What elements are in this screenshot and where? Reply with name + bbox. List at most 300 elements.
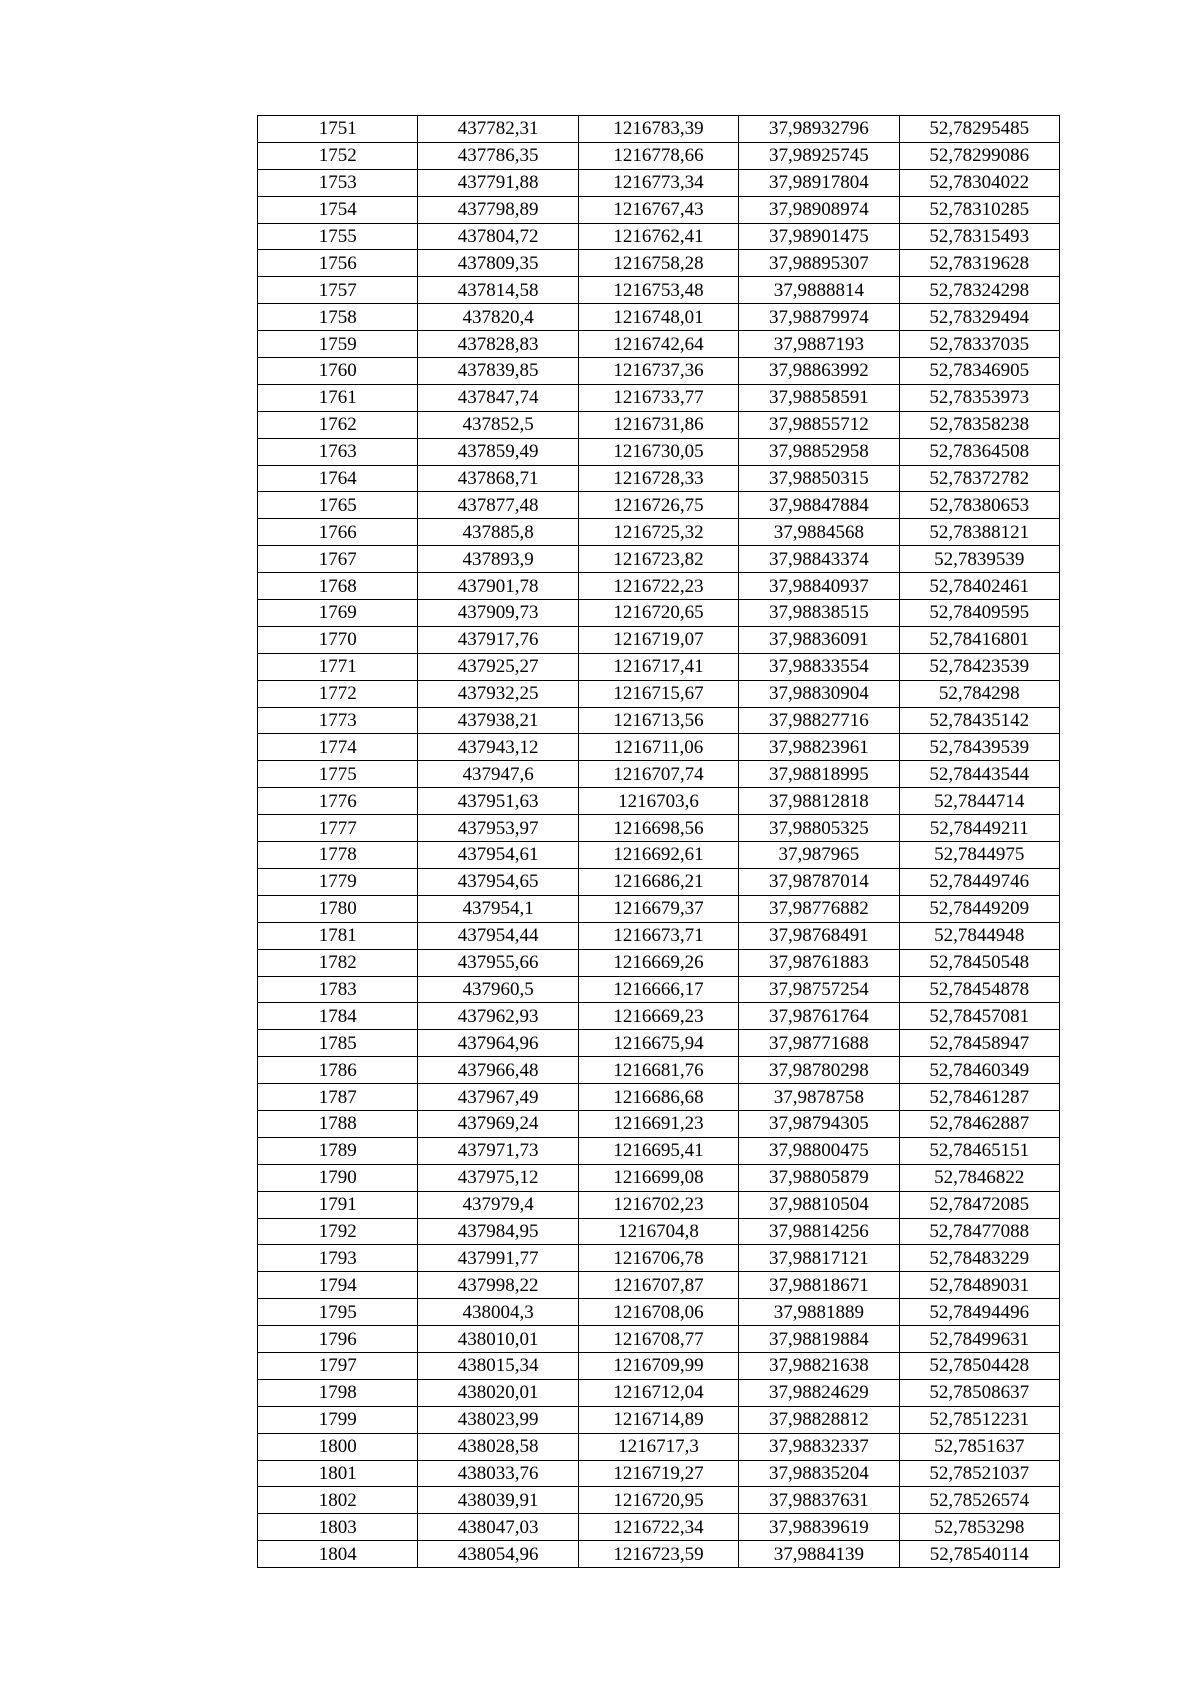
table-row xyxy=(258,895,1060,922)
table-row xyxy=(258,1030,1060,1057)
longitude-cell: 37,98818671 xyxy=(739,1272,899,1299)
latitude-cell: 52,78380653 xyxy=(899,492,1059,519)
longitude-cell: 37,98840937 xyxy=(739,573,899,600)
latitude-cell: 52,78329494 xyxy=(899,304,1059,331)
table-row xyxy=(258,842,1060,869)
longitude-cell: 37,9878758 xyxy=(739,1084,899,1111)
point-number-cell: 1801 xyxy=(258,1460,418,1487)
longitude-cell: 37,98843374 xyxy=(739,546,899,573)
latitude-cell: 52,78358238 xyxy=(899,411,1059,438)
point-number-cell: 1798 xyxy=(258,1379,418,1406)
point-number-cell: 1755 xyxy=(258,223,418,250)
point-number-cell: 1763 xyxy=(258,438,418,465)
latitude-cell: 52,78449746 xyxy=(899,868,1059,895)
longitude-cell: 37,98810504 xyxy=(739,1191,899,1218)
y-coordinate-cell: 1216726,75 xyxy=(578,492,738,519)
table-body xyxy=(258,116,1060,1568)
x-coordinate-cell: 437804,72 xyxy=(418,223,578,250)
x-coordinate-cell: 437917,76 xyxy=(418,626,578,653)
table-row xyxy=(258,304,1060,331)
table-row xyxy=(258,815,1060,842)
y-coordinate-cell: 1216723,82 xyxy=(578,546,738,573)
longitude-cell: 37,9888814 xyxy=(739,277,899,304)
table-row xyxy=(258,788,1060,815)
y-coordinate-cell: 1216707,87 xyxy=(578,1272,738,1299)
point-number-cell: 1758 xyxy=(258,304,418,331)
point-number-cell: 1794 xyxy=(258,1272,418,1299)
point-number-cell: 1762 xyxy=(258,411,418,438)
table-row xyxy=(258,1084,1060,1111)
x-coordinate-cell: 437791,88 xyxy=(418,169,578,196)
latitude-cell: 52,78346905 xyxy=(899,358,1059,385)
y-coordinate-cell: 1216725,32 xyxy=(578,519,738,546)
latitude-cell: 52,7853298 xyxy=(899,1514,1059,1541)
y-coordinate-cell: 1216722,34 xyxy=(578,1514,738,1541)
y-coordinate-cell: 1216720,65 xyxy=(578,600,738,627)
latitude-cell: 52,78449211 xyxy=(899,815,1059,842)
point-number-cell: 1765 xyxy=(258,492,418,519)
x-coordinate-cell: 437954,44 xyxy=(418,922,578,949)
latitude-cell: 52,7839539 xyxy=(899,546,1059,573)
x-coordinate-cell: 438004,3 xyxy=(418,1299,578,1326)
latitude-cell: 52,7844975 xyxy=(899,842,1059,869)
y-coordinate-cell: 1216730,05 xyxy=(578,438,738,465)
latitude-cell: 52,78472085 xyxy=(899,1191,1059,1218)
longitude-cell: 37,98925745 xyxy=(739,142,899,169)
latitude-cell: 52,78388121 xyxy=(899,519,1059,546)
latitude-cell: 52,7851637 xyxy=(899,1433,1059,1460)
point-number-cell: 1784 xyxy=(258,1003,418,1030)
table-row xyxy=(258,600,1060,627)
y-coordinate-cell: 1216719,07 xyxy=(578,626,738,653)
x-coordinate-cell: 437954,65 xyxy=(418,868,578,895)
table-row xyxy=(258,331,1060,358)
latitude-cell: 52,78512231 xyxy=(899,1406,1059,1433)
point-number-cell: 1792 xyxy=(258,1218,418,1245)
longitude-cell: 37,9887193 xyxy=(739,331,899,358)
x-coordinate-cell: 437814,58 xyxy=(418,277,578,304)
longitude-cell: 37,98863992 xyxy=(739,358,899,385)
y-coordinate-cell: 1216669,23 xyxy=(578,1003,738,1030)
point-number-cell: 1803 xyxy=(258,1514,418,1541)
x-coordinate-cell: 437962,93 xyxy=(418,1003,578,1030)
table-row xyxy=(258,1352,1060,1379)
point-number-cell: 1773 xyxy=(258,707,418,734)
y-coordinate-cell: 1216698,56 xyxy=(578,815,738,842)
point-number-cell: 1787 xyxy=(258,1084,418,1111)
x-coordinate-cell: 437998,22 xyxy=(418,1272,578,1299)
point-number-cell: 1799 xyxy=(258,1406,418,1433)
latitude-cell: 52,78324298 xyxy=(899,277,1059,304)
latitude-cell: 52,78364508 xyxy=(899,438,1059,465)
y-coordinate-cell: 1216695,41 xyxy=(578,1137,738,1164)
x-coordinate-cell: 437868,71 xyxy=(418,465,578,492)
table-row xyxy=(258,1379,1060,1406)
x-coordinate-cell: 437852,5 xyxy=(418,411,578,438)
table-row xyxy=(258,680,1060,707)
y-coordinate-cell: 1216773,34 xyxy=(578,169,738,196)
table-row xyxy=(258,1541,1060,1568)
point-number-cell: 1774 xyxy=(258,734,418,761)
latitude-cell: 52,78477088 xyxy=(899,1218,1059,1245)
y-coordinate-cell: 1216762,41 xyxy=(578,223,738,250)
y-coordinate-cell: 1216733,77 xyxy=(578,384,738,411)
x-coordinate-cell: 437885,8 xyxy=(418,519,578,546)
y-coordinate-cell: 1216703,6 xyxy=(578,788,738,815)
latitude-cell: 52,7844714 xyxy=(899,788,1059,815)
point-number-cell: 1759 xyxy=(258,331,418,358)
point-number-cell: 1789 xyxy=(258,1137,418,1164)
x-coordinate-cell: 437971,73 xyxy=(418,1137,578,1164)
longitude-cell: 37,98839619 xyxy=(739,1514,899,1541)
table-row xyxy=(258,1003,1060,1030)
table-row xyxy=(258,277,1060,304)
longitude-cell: 37,98824629 xyxy=(739,1379,899,1406)
longitude-cell: 37,98827716 xyxy=(739,707,899,734)
point-number-cell: 1800 xyxy=(258,1433,418,1460)
x-coordinate-cell: 438028,58 xyxy=(418,1433,578,1460)
latitude-cell: 52,78416801 xyxy=(899,626,1059,653)
longitude-cell: 37,98908974 xyxy=(739,196,899,223)
table-row xyxy=(258,976,1060,1003)
point-number-cell: 1788 xyxy=(258,1110,418,1137)
y-coordinate-cell: 1216673,71 xyxy=(578,922,738,949)
longitude-cell: 37,9884139 xyxy=(739,1541,899,1568)
table-row xyxy=(258,519,1060,546)
x-coordinate-cell: 437828,83 xyxy=(418,331,578,358)
y-coordinate-cell: 1216692,61 xyxy=(578,842,738,869)
latitude-cell: 52,78315493 xyxy=(899,223,1059,250)
x-coordinate-cell: 437979,4 xyxy=(418,1191,578,1218)
point-number-cell: 1761 xyxy=(258,384,418,411)
longitude-cell: 37,98830904 xyxy=(739,680,899,707)
point-number-cell: 1779 xyxy=(258,868,418,895)
longitude-cell: 37,98821638 xyxy=(739,1352,899,1379)
longitude-cell: 37,98836091 xyxy=(739,626,899,653)
table-row xyxy=(258,868,1060,895)
x-coordinate-cell: 437893,9 xyxy=(418,546,578,573)
latitude-cell: 52,78310285 xyxy=(899,196,1059,223)
table-row xyxy=(258,573,1060,600)
longitude-cell: 37,98855712 xyxy=(739,411,899,438)
longitude-cell: 37,98847884 xyxy=(739,492,899,519)
longitude-cell: 37,98776882 xyxy=(739,895,899,922)
point-number-cell: 1790 xyxy=(258,1164,418,1191)
latitude-cell: 52,78460349 xyxy=(899,1057,1059,1084)
y-coordinate-cell: 1216691,23 xyxy=(578,1110,738,1137)
x-coordinate-cell: 437943,12 xyxy=(418,734,578,761)
x-coordinate-cell: 437966,48 xyxy=(418,1057,578,1084)
longitude-cell: 37,98817121 xyxy=(739,1245,899,1272)
table-row xyxy=(258,1218,1060,1245)
y-coordinate-cell: 1216675,94 xyxy=(578,1030,738,1057)
point-number-cell: 1778 xyxy=(258,842,418,869)
y-coordinate-cell: 1216706,78 xyxy=(578,1245,738,1272)
longitude-cell: 37,98768491 xyxy=(739,922,899,949)
x-coordinate-cell: 437820,4 xyxy=(418,304,578,331)
table-row xyxy=(258,1406,1060,1433)
table-row xyxy=(258,411,1060,438)
x-coordinate-cell: 437984,95 xyxy=(418,1218,578,1245)
latitude-cell: 52,78450548 xyxy=(899,949,1059,976)
table-row xyxy=(258,384,1060,411)
x-coordinate-cell: 437798,89 xyxy=(418,196,578,223)
y-coordinate-cell: 1216719,27 xyxy=(578,1460,738,1487)
x-coordinate-cell: 437947,6 xyxy=(418,761,578,788)
latitude-cell: 52,784298 xyxy=(899,680,1059,707)
longitude-cell: 37,98757254 xyxy=(739,976,899,1003)
x-coordinate-cell: 438020,01 xyxy=(418,1379,578,1406)
y-coordinate-cell: 1216709,99 xyxy=(578,1352,738,1379)
y-coordinate-cell: 1216712,04 xyxy=(578,1379,738,1406)
point-number-cell: 1780 xyxy=(258,895,418,922)
x-coordinate-cell: 437954,61 xyxy=(418,842,578,869)
latitude-cell: 52,78526574 xyxy=(899,1487,1059,1514)
table-row xyxy=(258,949,1060,976)
table-row xyxy=(258,1272,1060,1299)
longitude-cell: 37,98771688 xyxy=(739,1030,899,1057)
latitude-cell: 52,78423539 xyxy=(899,653,1059,680)
point-number-cell: 1760 xyxy=(258,358,418,385)
point-number-cell: 1781 xyxy=(258,922,418,949)
x-coordinate-cell: 437960,5 xyxy=(418,976,578,1003)
latitude-cell: 52,78499631 xyxy=(899,1326,1059,1353)
longitude-cell: 37,98805325 xyxy=(739,815,899,842)
y-coordinate-cell: 1216686,21 xyxy=(578,868,738,895)
x-coordinate-cell: 438033,76 xyxy=(418,1460,578,1487)
x-coordinate-cell: 437901,78 xyxy=(418,573,578,600)
y-coordinate-cell: 1216679,37 xyxy=(578,895,738,922)
x-coordinate-cell: 437839,85 xyxy=(418,358,578,385)
longitude-cell: 37,98761764 xyxy=(739,1003,899,1030)
latitude-cell: 52,78494496 xyxy=(899,1299,1059,1326)
latitude-cell: 52,78465151 xyxy=(899,1137,1059,1164)
table-row xyxy=(258,761,1060,788)
x-coordinate-cell: 437975,12 xyxy=(418,1164,578,1191)
latitude-cell: 52,78449209 xyxy=(899,895,1059,922)
y-coordinate-cell: 1216767,43 xyxy=(578,196,738,223)
latitude-cell: 52,78521037 xyxy=(899,1460,1059,1487)
y-coordinate-cell: 1216704,8 xyxy=(578,1218,738,1245)
table-row xyxy=(258,492,1060,519)
x-coordinate-cell: 437925,27 xyxy=(418,653,578,680)
point-number-cell: 1751 xyxy=(258,116,418,143)
table-row xyxy=(258,626,1060,653)
longitude-cell: 37,98833554 xyxy=(739,653,899,680)
longitude-cell: 37,98761883 xyxy=(739,949,899,976)
table-row xyxy=(258,250,1060,277)
x-coordinate-cell: 437877,48 xyxy=(418,492,578,519)
point-number-cell: 1782 xyxy=(258,949,418,976)
latitude-cell: 52,78435142 xyxy=(899,707,1059,734)
y-coordinate-cell: 1216708,77 xyxy=(578,1326,738,1353)
table-row xyxy=(258,1245,1060,1272)
latitude-cell: 52,78457081 xyxy=(899,1003,1059,1030)
table-row xyxy=(258,1487,1060,1514)
latitude-cell: 52,78489031 xyxy=(899,1272,1059,1299)
point-number-cell: 1775 xyxy=(258,761,418,788)
x-coordinate-cell: 437964,96 xyxy=(418,1030,578,1057)
y-coordinate-cell: 1216699,08 xyxy=(578,1164,738,1191)
y-coordinate-cell: 1216717,41 xyxy=(578,653,738,680)
point-number-cell: 1804 xyxy=(258,1541,418,1568)
y-coordinate-cell: 1216714,89 xyxy=(578,1406,738,1433)
table-row xyxy=(258,116,1060,143)
x-coordinate-cell: 437938,21 xyxy=(418,707,578,734)
point-number-cell: 1754 xyxy=(258,196,418,223)
x-coordinate-cell: 437967,49 xyxy=(418,1084,578,1111)
table-row xyxy=(258,223,1060,250)
longitude-cell: 37,98823961 xyxy=(739,734,899,761)
longitude-cell: 37,98932796 xyxy=(739,116,899,143)
longitude-cell: 37,98832337 xyxy=(739,1433,899,1460)
table-row xyxy=(258,1164,1060,1191)
longitude-cell: 37,98852958 xyxy=(739,438,899,465)
table-row xyxy=(258,546,1060,573)
y-coordinate-cell: 1216748,01 xyxy=(578,304,738,331)
table-row xyxy=(258,1460,1060,1487)
latitude-cell: 52,78319628 xyxy=(899,250,1059,277)
y-coordinate-cell: 1216686,68 xyxy=(578,1084,738,1111)
latitude-cell: 52,78462887 xyxy=(899,1110,1059,1137)
longitude-cell: 37,98819884 xyxy=(739,1326,899,1353)
x-coordinate-cell: 437969,24 xyxy=(418,1110,578,1137)
y-coordinate-cell: 1216707,74 xyxy=(578,761,738,788)
point-number-cell: 1772 xyxy=(258,680,418,707)
x-coordinate-cell: 437782,31 xyxy=(418,116,578,143)
latitude-cell: 52,78508637 xyxy=(899,1379,1059,1406)
x-coordinate-cell: 438023,99 xyxy=(418,1406,578,1433)
table-row xyxy=(258,1326,1060,1353)
latitude-cell: 52,78443544 xyxy=(899,761,1059,788)
y-coordinate-cell: 1216737,36 xyxy=(578,358,738,385)
latitude-cell: 52,78337035 xyxy=(899,331,1059,358)
latitude-cell: 52,78483229 xyxy=(899,1245,1059,1272)
x-coordinate-cell: 437909,73 xyxy=(418,600,578,627)
point-number-cell: 1766 xyxy=(258,519,418,546)
latitude-cell: 52,78295485 xyxy=(899,116,1059,143)
point-number-cell: 1796 xyxy=(258,1326,418,1353)
point-number-cell: 1769 xyxy=(258,600,418,627)
x-coordinate-cell: 438047,03 xyxy=(418,1514,578,1541)
point-number-cell: 1770 xyxy=(258,626,418,653)
y-coordinate-cell: 1216715,67 xyxy=(578,680,738,707)
y-coordinate-cell: 1216681,76 xyxy=(578,1057,738,1084)
y-coordinate-cell: 1216702,23 xyxy=(578,1191,738,1218)
y-coordinate-cell: 1216666,17 xyxy=(578,976,738,1003)
y-coordinate-cell: 1216778,66 xyxy=(578,142,738,169)
x-coordinate-cell: 437955,66 xyxy=(418,949,578,976)
x-coordinate-cell: 437786,35 xyxy=(418,142,578,169)
latitude-cell: 52,78461287 xyxy=(899,1084,1059,1111)
point-number-cell: 1793 xyxy=(258,1245,418,1272)
y-coordinate-cell: 1216753,48 xyxy=(578,277,738,304)
y-coordinate-cell: 1216711,06 xyxy=(578,734,738,761)
y-coordinate-cell: 1216708,06 xyxy=(578,1299,738,1326)
table-row xyxy=(258,1110,1060,1137)
point-number-cell: 1795 xyxy=(258,1299,418,1326)
longitude-cell: 37,98800475 xyxy=(739,1137,899,1164)
table-row xyxy=(258,1514,1060,1541)
point-number-cell: 1791 xyxy=(258,1191,418,1218)
longitude-cell: 37,98850315 xyxy=(739,465,899,492)
longitude-cell: 37,98917804 xyxy=(739,169,899,196)
point-number-cell: 1786 xyxy=(258,1057,418,1084)
point-number-cell: 1768 xyxy=(258,573,418,600)
x-coordinate-cell: 437991,77 xyxy=(418,1245,578,1272)
table-row xyxy=(258,734,1060,761)
point-number-cell: 1783 xyxy=(258,976,418,1003)
longitude-cell: 37,98838515 xyxy=(739,600,899,627)
longitude-cell: 37,987965 xyxy=(739,842,899,869)
table-row xyxy=(258,1191,1060,1218)
y-coordinate-cell: 1216722,23 xyxy=(578,573,738,600)
point-number-cell: 1767 xyxy=(258,546,418,573)
point-number-cell: 1753 xyxy=(258,169,418,196)
y-coordinate-cell: 1216720,95 xyxy=(578,1487,738,1514)
x-coordinate-cell: 438054,96 xyxy=(418,1541,578,1568)
longitude-cell: 37,98895307 xyxy=(739,250,899,277)
latitude-cell: 52,78353973 xyxy=(899,384,1059,411)
longitude-cell: 37,98901475 xyxy=(739,223,899,250)
point-number-cell: 1777 xyxy=(258,815,418,842)
longitude-cell: 37,9884568 xyxy=(739,519,899,546)
longitude-cell: 37,98814256 xyxy=(739,1218,899,1245)
x-coordinate-cell: 438039,91 xyxy=(418,1487,578,1514)
latitude-cell: 52,78304022 xyxy=(899,169,1059,196)
longitude-cell: 37,98835204 xyxy=(739,1460,899,1487)
table-row xyxy=(258,922,1060,949)
point-number-cell: 1802 xyxy=(258,1487,418,1514)
longitude-cell: 37,98879974 xyxy=(739,304,899,331)
y-coordinate-cell: 1216713,56 xyxy=(578,707,738,734)
y-coordinate-cell: 1216731,86 xyxy=(578,411,738,438)
y-coordinate-cell: 1216669,26 xyxy=(578,949,738,976)
longitude-cell: 37,98780298 xyxy=(739,1057,899,1084)
point-number-cell: 1771 xyxy=(258,653,418,680)
point-number-cell: 1757 xyxy=(258,277,418,304)
x-coordinate-cell: 437809,35 xyxy=(418,250,578,277)
longitude-cell: 37,98805879 xyxy=(739,1164,899,1191)
table-row xyxy=(258,196,1060,223)
point-number-cell: 1776 xyxy=(258,788,418,815)
coordinates-table xyxy=(257,115,1060,1568)
table-row xyxy=(258,1433,1060,1460)
point-number-cell: 1752 xyxy=(258,142,418,169)
longitude-cell: 37,98858591 xyxy=(739,384,899,411)
table-row xyxy=(258,358,1060,385)
latitude-cell: 52,78299086 xyxy=(899,142,1059,169)
y-coordinate-cell: 1216742,64 xyxy=(578,331,738,358)
point-number-cell: 1797 xyxy=(258,1352,418,1379)
latitude-cell: 52,7844948 xyxy=(899,922,1059,949)
y-coordinate-cell: 1216728,33 xyxy=(578,465,738,492)
point-number-cell: 1785 xyxy=(258,1030,418,1057)
x-coordinate-cell: 437932,25 xyxy=(418,680,578,707)
table-row xyxy=(258,465,1060,492)
x-coordinate-cell: 437859,49 xyxy=(418,438,578,465)
longitude-cell: 37,98837631 xyxy=(739,1487,899,1514)
longitude-cell: 37,9881889 xyxy=(739,1299,899,1326)
table-row xyxy=(258,707,1060,734)
x-coordinate-cell: 437953,97 xyxy=(418,815,578,842)
y-coordinate-cell: 1216723,59 xyxy=(578,1541,738,1568)
table-row xyxy=(258,1137,1060,1164)
x-coordinate-cell: 438015,34 xyxy=(418,1352,578,1379)
latitude-cell: 52,78504428 xyxy=(899,1352,1059,1379)
longitude-cell: 37,98828812 xyxy=(739,1406,899,1433)
y-coordinate-cell: 1216783,39 xyxy=(578,116,738,143)
